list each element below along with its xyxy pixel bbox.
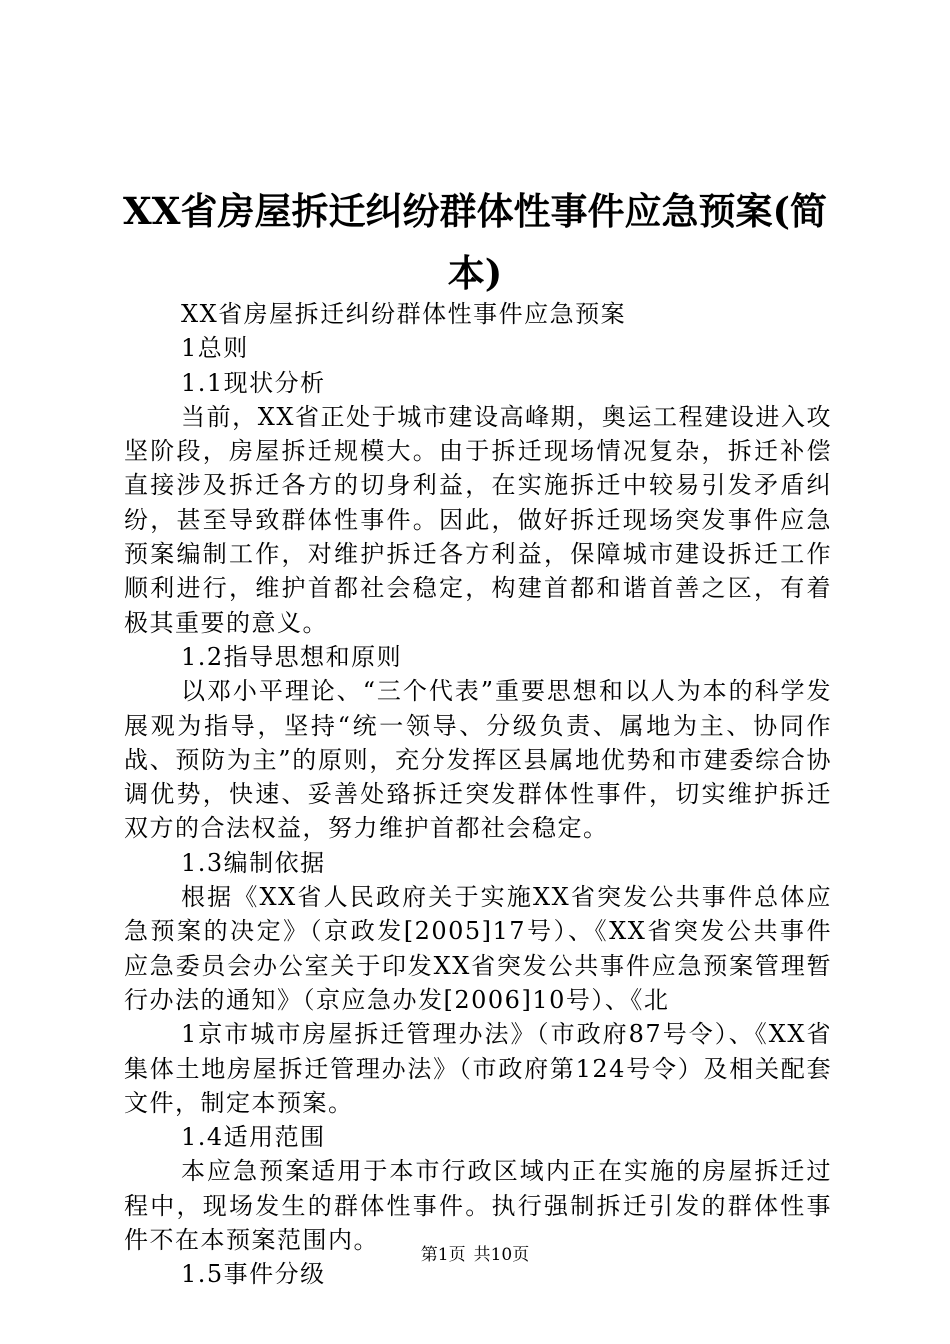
section-heading-1-5: 1.5事件分级 xyxy=(181,1260,326,1289)
paragraph-1-3a: 根据《XX省人民政府关于实施XX省突发公共事件总体应急预案的决定》（京政发[2005]17号）、《XX省突发公共事件应急委员会办公室关于印发XX省突发公共事件应急预案管理暂行办法的通知》（京应急办发[2006]10号）、《北 xyxy=(124,883,832,1014)
document-body xyxy=(124,297,832,1292)
paragraph-1-2: 以邓小平理论、“三个代表”重要思想和以人为本的科学发展观为指导，坚持“统一领导、分级负责、属地为主、协同作战、预防为主”的原则，充分发挥区县属地优势和市建委综合协调优势，快速、妥善处臵拆迁突发群体性事件，切实维护拆迁双方的合法权益，努力维护首都社会稳定。 xyxy=(124,677,832,843)
document-title: XX省房屋拆迁纠纷群体性事件应急预案(简本) xyxy=(123,189,827,295)
paragraph-1-4: 本应急预案适用于本市行政区域内正在实施的房屋拆迁过程中，现场发生的群体性事件。执行强制拆迁引发的群体性事件不在本预案范围内。 xyxy=(124,1157,832,1255)
page-total: 共10页 xyxy=(473,1245,530,1265)
section-heading-1-3: 1.3编制依据 xyxy=(181,848,326,877)
page-number: 第1页 xyxy=(420,1245,466,1265)
paragraph-1-3b: 1京市城市房屋拆迁管理办法》（市政府87号令）、《XX省集体土地房屋拆迁管理办法》（市政府第124号令）及相关配套文件，制定本预案。 xyxy=(124,1020,832,1117)
section-heading-1: 1总则 xyxy=(181,334,249,363)
paragraph-1-1: 当前，XX省正处于城市建设高峰期，奥运工程建设进入攻坚阶段，房屋拆迁规模大。由于拆迁现场情况复杂，拆迁补偿直接涉及拆迁各方的切身利益，在实施拆迁中较易引发矛盾纠纷，甚至导致群体性事件。因此，做好拆迁现场突发事件应急预案编制工作，对维护拆迁各方利益，保障城市建设拆迁工作顺利进行，维护首都社会稳定，构建首都和谐首善之区，有着极其重要的意义。 xyxy=(124,402,832,637)
section-heading-1-2: 1.2指导思想和原则 xyxy=(181,642,403,671)
section-heading-1-1: 1.1现状分析 xyxy=(181,368,326,397)
document-subtitle: XX省房屋拆迁纠纷群体性事件应急预案 xyxy=(181,300,627,328)
section-heading-1-4: 1.4适用范围 xyxy=(181,1123,326,1152)
page-footer xyxy=(0,1240,950,1265)
